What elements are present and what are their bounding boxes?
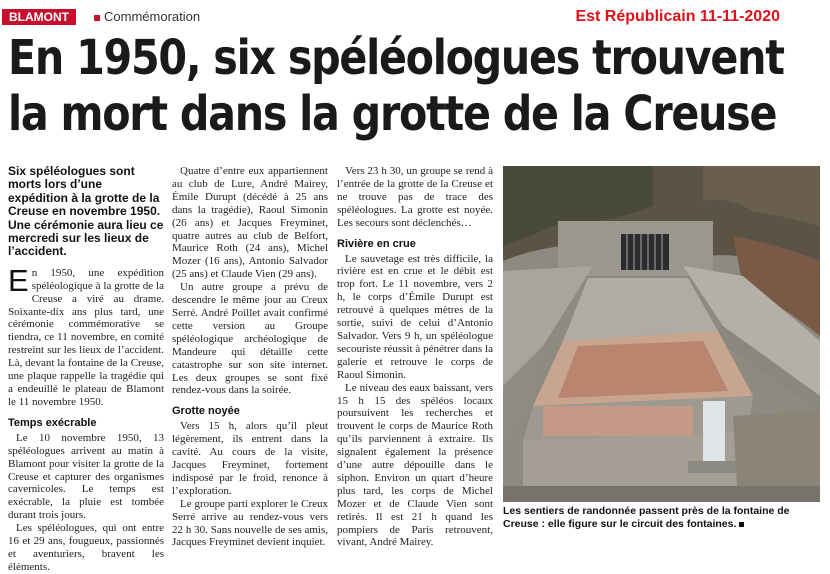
drop-cap: E (8, 262, 29, 298)
fountain-illustration (503, 166, 820, 502)
fountain-photo (503, 166, 820, 502)
paragraph: Le sauvetage est très difficile, la rivière est en crue et le débit est trop fort. Le 11 novembre, vers 2 h, le corps d’Émile Durupt est retrouvé à quelques mètres de la sortie, suivi de celui d’Antonio Salvador. Vers 9 h, un spéléologue secouriste réussit à pénétrer dans la galerie et retrouve le corps de Raoul Simonin. (337, 252, 493, 381)
paragraph: Vers 23 h 30, un groupe se rend à l’entrée de la grotte de la Creuse et ne trouve pas de trace des spéléologues. La grotte est noyée. Les secours sont déclenchés… (337, 165, 493, 229)
photo-caption (503, 505, 820, 531)
caption-text: Les sentiers de randonnée passent près de la fontaine de Creuse : elle figure sur le circuit des fontaines. (503, 505, 790, 530)
headline (8, 30, 784, 142)
lead-paragraph: Six spéléologues sont morts lors d’une expédition à la grotte de la Creuse en novembre 1950. Une cérémonie aura lieu ce mercredi sur les lieux de l’accident. (8, 164, 164, 259)
end-square-icon (739, 522, 744, 527)
rubric-label (94, 9, 200, 25)
source-annotation: Est Républicain 11-11-2020 (575, 8, 780, 25)
rubric-text: Commémoration (104, 9, 201, 24)
paragraph: Vers 15 h, alors qu’il pleut légèrement, ils entrent dans la cavité. Au cours de la visite, Jacques Freyminet, fortement indisposé par le froid, renonce à l’exploration. (172, 420, 328, 497)
paragraph: Le niveau des eaux baissant, vers 15 h 15 des spéléos locaux poursuivent les recherches et trouvent le corps de Maurice Roth qu’ils parviennent à extraire. Ils signalent également la présence d’une autre dépouille dans le siphon. Environ un quart d’heure plus tard, les corps de Michel Mozer et de Claude Vien sont retirés. Il est 21 h quand les pompiers de Paris retrouvent, vivant, André Mairey. (337, 381, 493, 549)
intro-text: n 1950, une expédition spéléologique à la grotte de la Creuse a viré au drame. Soixante-dix ans plus tard, une cérémonie commémorative se tiendra, ce 11 novembre, en comité restreint sur les lieux de l’accident. Là, devant la fontaine de la Creuse, une plaque rappelle la tragédie qui a endeuillé le plateau de Blamont le 11 novembre 1950. (8, 266, 164, 408)
subheading-riviere-en-crue: Rivière en crue (337, 237, 416, 250)
column-2 (172, 165, 328, 549)
paragraph: Un autre groupe a prévu de descendre le même jour au Creux Serré. André Poillet avait confirmé cette version au Groupe spéléologique archéologique de Mandeure qui détaille cette catastrophe sur son site internet. Les deux groupes se sont fixé rendez-vous dans la soirée. (172, 281, 328, 397)
article-header (0, 6, 830, 28)
location-tag: BLAMONT (2, 9, 76, 25)
paragraph: Le groupe parti explorer le Creux Serré arrive au rendez-vous vers 22 h 30. Sans nouvelle de ses amis, Jacques Freyminet devient inquiet. (172, 497, 328, 549)
subheading-grotte-noyee: Grotte noyée (172, 405, 240, 418)
paragraph: Quatre d’entre eux appartiennent au club de Lure, André Mairey, Émile Durupt (décédé à 25 ans dans la tragédie), Raoul Simonin (26 ans) et Jacques Freyminet, quatre autres au club de Belfort, Maurice Roth (24 ans), Michel Mozer (16 ans), Antonio Salvador (25 ans) et Claude Vien (29 ans). (172, 165, 328, 281)
red-square-icon (94, 15, 100, 21)
paragraph: Le 10 novembre 1950, 13 spéléologues arrivent au matin à Blamont pour visiter la grotte de la Creuse et capturer des organismes cavernicoles. Le temps est exécrable, la pluie est tombée durant trois jours. (8, 431, 164, 522)
column-1 (8, 165, 164, 574)
intro-paragraph (8, 262, 164, 409)
headline-line-2: la mort dans la grotte de la Creuse (8, 86, 777, 142)
subheading-temps-execrable: Temps exécrable (8, 416, 97, 429)
column-3 (337, 165, 493, 549)
paragraph: Les spéléologues, qui ont entre 16 et 29 ans, fougueux, passionnés et aventuriers, bravent les éléments. (8, 522, 164, 573)
headline-line-1: En 1950, six spéléologues trouvent (8, 30, 784, 86)
